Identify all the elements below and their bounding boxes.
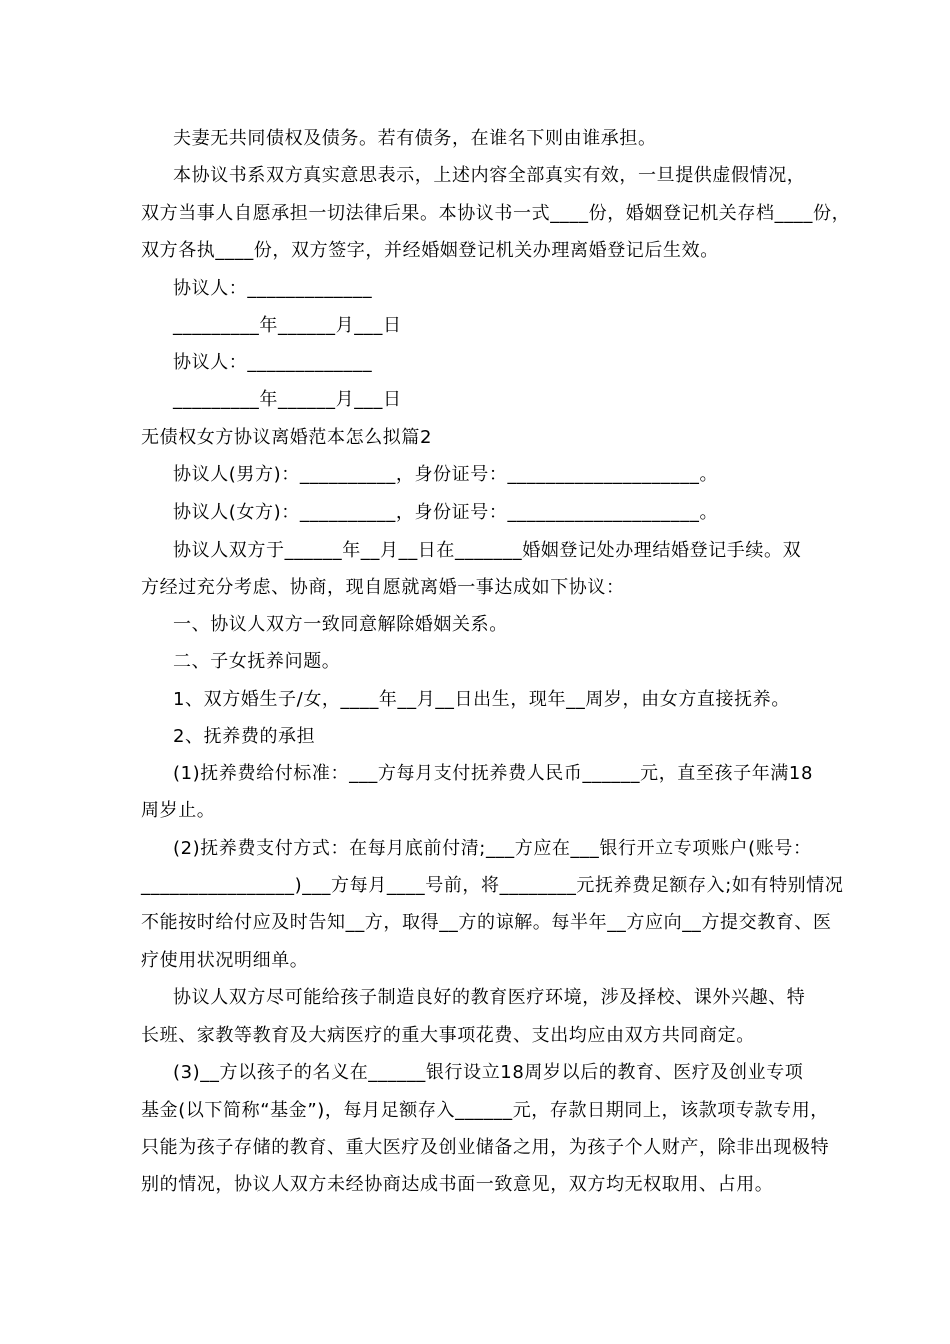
signature-line: 协议人：_____________: [173, 352, 373, 373]
paragraph-line: (1)抚养费给付标准：___方每月支付抚养费人民币______元，直至孩子年满18: [173, 763, 813, 784]
paragraph-line: 二、子女抚养问题。: [173, 651, 341, 672]
paragraph-line: (2)抚养费支付方式：在每月底前付清;___方应在___银行开立专项账户(账号：: [173, 838, 812, 859]
date-line: _________年______月___日: [173, 389, 402, 410]
paragraph-line: 2、抚养费的承担: [173, 726, 316, 747]
paragraph-line: 1、双方婚生子/女，____年__月__日出生，现年__周岁，由女方直接抚养。: [173, 689, 790, 710]
party-line: 协议人(女方)：__________，身份证号：____________________。: [173, 502, 719, 523]
paragraph-line: 不能按时给付应及时告知__方，取得__方的谅解。每半年__方应向__方提交教育、医: [141, 912, 832, 933]
paragraph-line: 周岁止。: [141, 800, 216, 821]
paragraph-line: 疗使用状况明细单。: [141, 950, 309, 971]
section-title: 无债权女方协议离婚范本怎么拟篇2: [141, 427, 433, 448]
party-line: 协议人(男方)：__________，身份证号：____________________。: [173, 464, 719, 485]
paragraph-line: 协议人双方尽可能给孩子制造良好的教育医疗环境，涉及择校、课外兴趣、特: [173, 987, 806, 1008]
signature-line: 协议人：_____________: [173, 278, 373, 299]
paragraph-line: 方经过充分考虑、协商，现自愿就离婚一事达成如下协议：: [141, 577, 625, 598]
paragraph-line: 双方当事人自愿承担一切法律后果。本协议书一式____份，婚姻登记机关存档____份，: [141, 203, 851, 224]
paragraph-line: 基金(以下简称“基金”)，每月足额存入______元，存款日期同上，该款项专款专用，: [141, 1100, 829, 1121]
date-line: _________年______月___日: [173, 315, 402, 336]
paragraph-line: 双方各执____份，双方签字，并经婚姻登记机关办理离婚登记后生效。: [141, 240, 719, 261]
paragraph-line: 夫妻无共同债权及债务。若有债务，在谁名下则由谁承担。: [173, 128, 657, 149]
paragraph-line: (3)__方以孩子的名义在______银行设立18周岁以后的教育、医疗及创业专项: [173, 1062, 804, 1083]
paragraph-line: 本协议书系双方真实意思表示，上述内容全部真实有效，一旦提供虚假情况，: [173, 165, 806, 186]
paragraph-line: 长班、家教等教育及大病医疗的重大事项花费、支出均应由双方共同商定。: [141, 1025, 755, 1046]
paragraph-line: ________________)___方每月____号前，将________元抚养费足额存入;如有特别情况: [141, 875, 844, 896]
paragraph-line: 一、协议人双方一致同意解除婚姻关系。: [173, 614, 508, 635]
paragraph-line: 协议人双方于______年__月__日在_______婚姻登记处办理结婚登记手续。双: [173, 540, 802, 561]
paragraph-line: 只能为孩子存储的教育、重大医疗及创业储备之用，为孩子个人财产，除非出现极特: [141, 1137, 830, 1158]
paragraph-line: 别的情况，协议人双方未经协商达成书面一致意见，双方均无权取用、占用。: [141, 1174, 774, 1195]
